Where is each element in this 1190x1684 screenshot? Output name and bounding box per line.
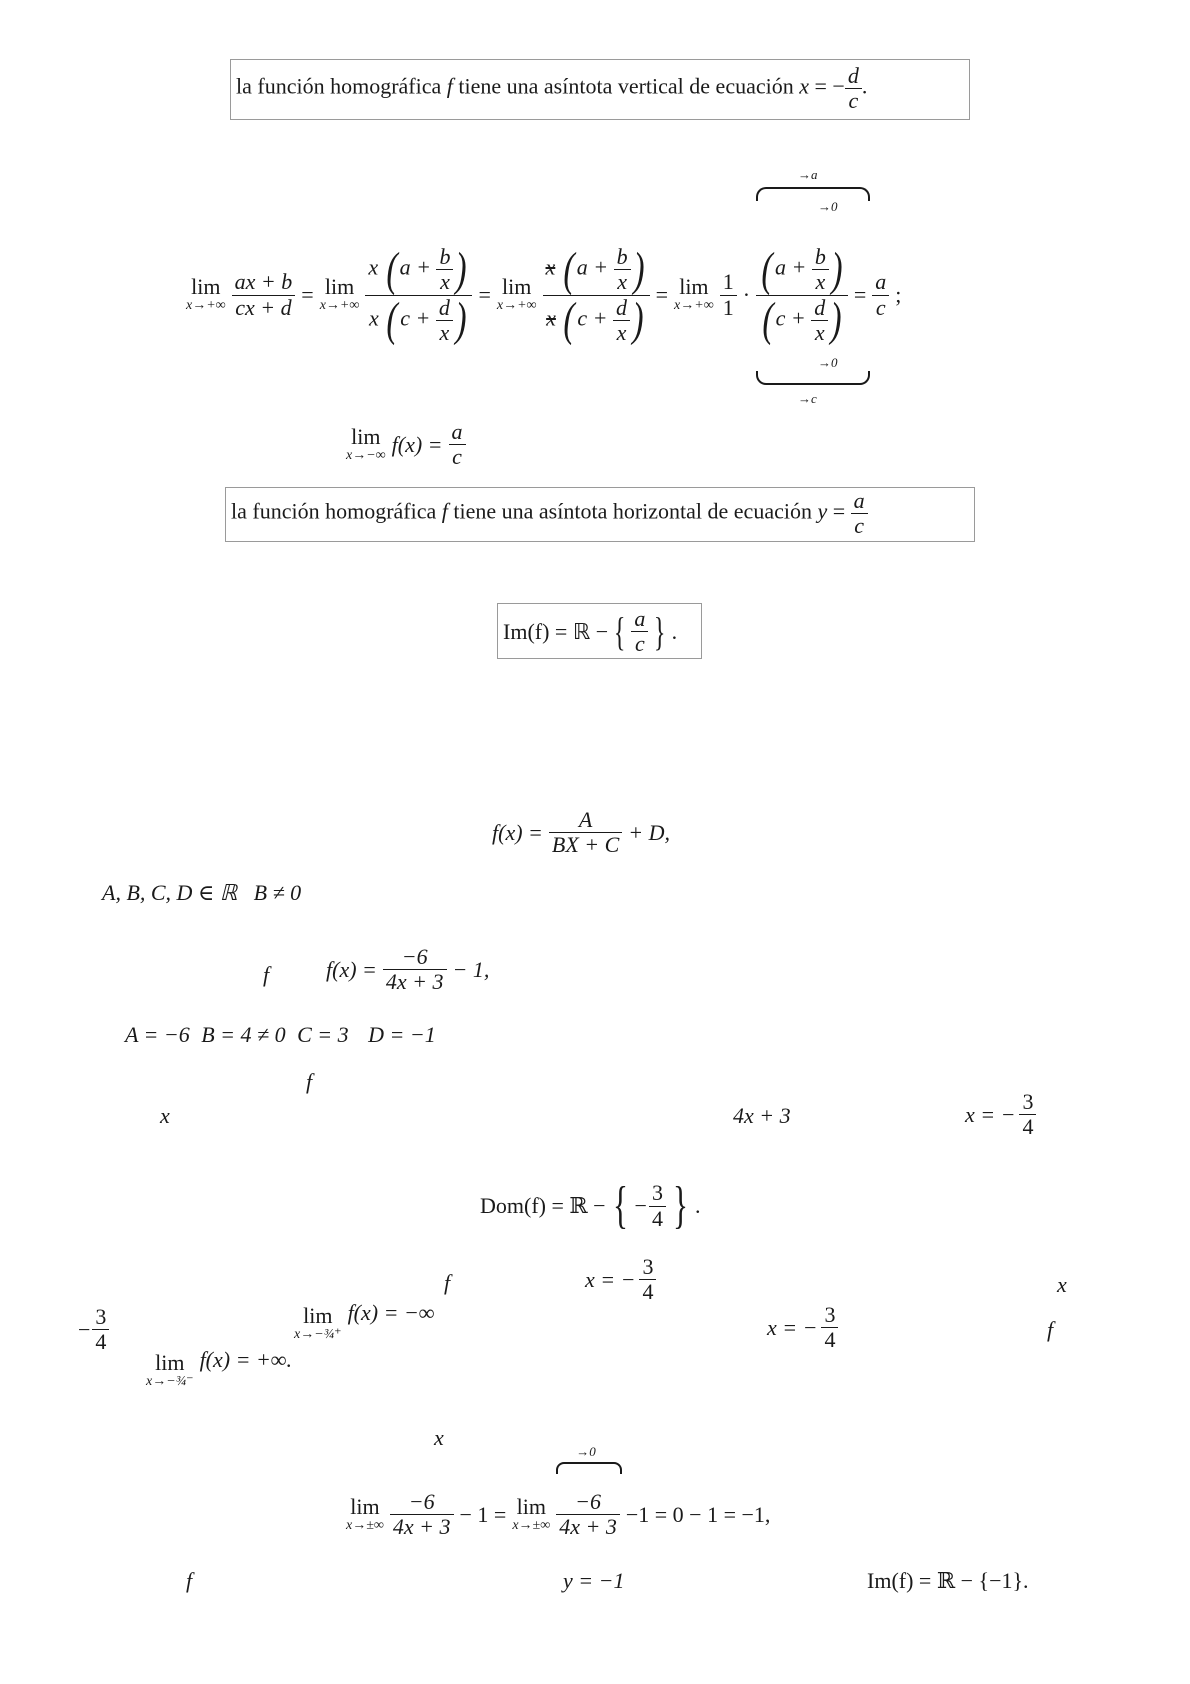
asymptote-equation: x = − $\frac{3}{4}$: [767, 1303, 838, 1352]
statement-text-2: tiene una asíntota vertical de ecuación: [458, 73, 794, 99]
result-fraction: $\frac{a}{c}$: [872, 270, 889, 319]
dot-operator: ·: [742, 282, 751, 307]
limit-operator: lim x→+∞: [496, 274, 537, 314]
image-statement: Im(f) = ℝ − { $\frac{a}{c}$ } .: [503, 606, 678, 657]
asymptote-equation: x = − $\frac{3}{4}$: [585, 1255, 656, 1304]
cancelled-fraction: x ( a + $\frac{b}{x}$ ) x ( c + $\frac{d}{x}$ ): [543, 245, 650, 345]
function-symbol: f: [444, 1270, 451, 1295]
left-limit: lim x→−¾⁻ f(x) = +∞.: [146, 1346, 292, 1389]
tends-to-zero-label: →0: [818, 354, 838, 370]
function-symbol: f: [446, 73, 453, 99]
tends-to-zero-label: →0: [576, 1444, 596, 1459]
function-symbol: f: [1047, 1317, 1054, 1342]
statement-text: la función homográfica: [236, 73, 442, 99]
equals-minus: = −: [814, 73, 845, 99]
equals-sign: =: [853, 282, 867, 307]
tends-to-c-label: →c: [798, 390, 817, 406]
overbrace: [556, 1462, 622, 1474]
fraction-one-over-one: $\frac{1}{1}$: [720, 270, 737, 319]
limit-operator: lim x→+∞: [186, 274, 226, 314]
top-overbrace: [756, 187, 870, 201]
tends-to-zero-label: →0: [818, 199, 838, 215]
domain-excluded-value: x = − $\frac{3}{4}$: [965, 1090, 1036, 1139]
example-function: f(x) = $\frac{-6}{4x + 3}$ − 1,: [326, 944, 490, 995]
limit-operator: lim x→+∞: [319, 274, 360, 314]
denominator-expr: 4x + 3: [733, 1103, 791, 1128]
equals-sign: =: [301, 282, 314, 307]
tends-to-a-label: →a: [798, 167, 818, 183]
function-symbol: f: [263, 962, 270, 987]
function-symbol: f: [186, 1568, 193, 1593]
variable-x: x: [799, 73, 809, 99]
right-limit: lim x→−¾⁺ f(x) = −∞: [294, 1299, 435, 1342]
equals-sign: =: [655, 282, 669, 307]
limit-minus-infinity: lim x→−∞ f(x) = $\frac{a}{c}$: [346, 420, 466, 469]
variable-x: x: [1057, 1272, 1067, 1297]
constants-line: A, B, C, D ∈ ℝ B ≠ 0: [102, 880, 302, 905]
horizontal-asymptote-statement: la función homográfica f tiene una asíntota horizontal de ecuación y = $\frac{a}{c}$: [231, 489, 868, 538]
fraction-ax-b-over-cx-d: $\frac{ax + b}{cx + d}$: [232, 270, 296, 319]
braced-fraction: →a →0 ( a + $\frac{b}{x}$ ) ( c + $\frac{d}{x}$ ) →0 →c: [756, 245, 848, 345]
bottom-underbrace: [756, 371, 870, 385]
neg-three-quarters: − $\frac{3}{4}$: [78, 1305, 109, 1354]
fraction-d-over-c: $\frac{d}{c}$: [845, 64, 862, 113]
domain-formula: Dom(f) = ℝ − { − $\frac{3}{4}$ } .: [480, 1177, 701, 1234]
variable-x: x: [160, 1103, 170, 1128]
limit-operator: lim x→+∞: [674, 274, 714, 314]
general-form: f(x) = $\frac{A}{BX + C}$ + D,: [492, 807, 671, 858]
variable-x: x: [434, 1425, 444, 1450]
image-result: Im(f) = ℝ − {−1}.: [867, 1568, 1029, 1593]
vertical-asymptote-statement: la función homográfica f tiene una asíntota vertical de ecuación x = − $\frac{d}{c}$ .: [236, 63, 868, 114]
function-symbol: f: [306, 1069, 313, 1094]
values-line: A = −6 B = 4 ≠ 0 C = 3 D = −1: [125, 1022, 436, 1047]
equals-sign: =: [478, 282, 491, 307]
horizontal-asymptote-eq: y = −1: [563, 1568, 625, 1593]
final-limit: lim x→±∞ $\frac{-6}{4x + 3}$ − 1 = lim x→±∞ →0 $\frac{-6}{4x + 3}$ −1 = 0 − 1 = −1,: [346, 1444, 771, 1540]
factored-fraction: x ( a + $\frac{b}{x}$ ) x ( c + $\frac{d}{x}$ ): [365, 245, 472, 345]
